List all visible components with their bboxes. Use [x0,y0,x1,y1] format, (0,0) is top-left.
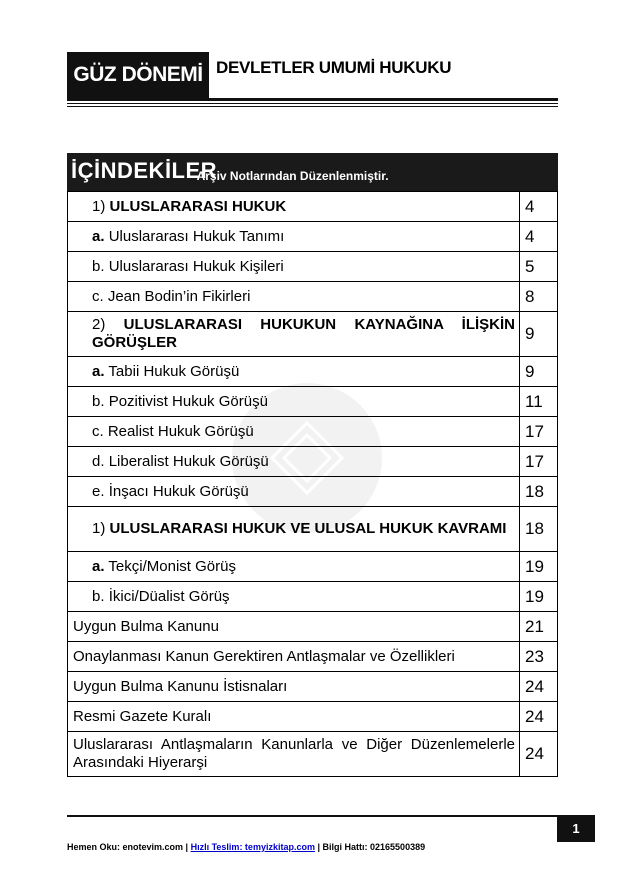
toc-row[interactable] [68,612,558,642]
toc-page: 17 [520,417,558,447]
toc-row[interactable] [68,732,558,777]
toc-heading: İÇİNDEKİLER [71,158,218,183]
toc-row[interactable] [68,252,558,282]
toc-number: e. [92,482,105,500]
toc-number: b. [92,392,105,410]
header-rule [67,103,558,104]
footer-separator: | [317,842,321,852]
toc-page: 9 [520,312,558,357]
toc-label: Onaylanması Kanun Gerektiren Antlaşmalar ve Özellikleri [68,642,520,672]
toc-number: c. [92,422,104,440]
toc-label: Pozitivist Hukuk Görüşü [108,392,268,410]
footer-separator: | [185,842,189,852]
header-rule [67,106,558,107]
toc-table [67,191,558,777]
table-of-contents [67,153,558,777]
toc-row[interactable] [68,552,558,582]
toc-label: İkici/Düalist Görüş [108,587,230,605]
toc-page: 5 [520,252,558,282]
toc-label: Uygun Bulma Kanunu [68,612,520,642]
toc-page: 4 [520,222,558,252]
toc-number: 1) [92,520,106,537]
toc-row[interactable] [68,222,558,252]
toc-label: Uluslararası Hukuk Kişileri [108,257,284,275]
course-title: DEVLETLER UMUMİ HUKUKU [216,58,452,77]
toc-label: Uygun Bulma Kanunu İstisnaları [68,672,520,702]
toc-row[interactable] [68,642,558,672]
toc-label: Liberalist Hukuk Görüşü [108,452,269,470]
toc-number: a. [92,557,105,575]
toc-label: Realist Hukuk Görüşü [107,422,254,440]
toc-row[interactable] [68,357,558,387]
toc-row[interactable] [68,477,558,507]
toc-header [67,153,558,191]
toc-subheading: – Arşiv Notlarından Düzenlenmiştir. [187,169,389,183]
footer-delivery-link[interactable]: Hızlı Teslim: temyizkitap.com [190,842,315,852]
toc-label: ULUSLARARASI HUKUK [109,197,287,215]
toc-row[interactable] [68,447,558,477]
toc-number: d. [92,452,105,470]
toc-row[interactable] [68,387,558,417]
toc-number: c. [92,287,104,305]
toc-page: 4 [520,192,558,222]
toc-row[interactable] [68,417,558,447]
toc-page: 18 [520,507,558,552]
toc-label: Resmi Gazete Kuralı [68,702,520,732]
footer-hotline: Bilgi Hattı: 02165500389 [322,842,426,852]
toc-number: b. [92,257,105,275]
toc-page: 23 [520,642,558,672]
toc-number: b. [92,587,105,605]
toc-label: Uluslararası Hukuk Tanımı [108,227,285,245]
footer [67,842,425,852]
toc-label: ULUSLARARASI HUKUK VE ULUSAL HUKUK KAVRAMI [109,520,507,537]
semester-badge: GÜZ DÖNEMİ [67,52,209,98]
toc-label: Tekçi/Monist Görüş [108,557,236,575]
header-rule [67,98,558,101]
toc-row[interactable] [68,312,558,357]
toc-page: 8 [520,282,558,312]
toc-page: 19 [520,552,558,582]
footer-rule [67,815,558,817]
toc-page: 24 [520,672,558,702]
toc-label: Jean Bodin’in Fikirleri [107,287,251,305]
page-number: 1 [557,815,595,842]
toc-label: Tabii Hukuk Görüşü [108,362,240,380]
toc-page: 24 [520,732,558,777]
toc-page: 11 [520,387,558,417]
toc-label: İnşacı Hukuk Görüşü [108,482,249,500]
toc-number: 2) [92,316,106,333]
footer-read-link: Hemen Oku: enotevim.com [67,842,184,852]
toc-row[interactable] [68,192,558,222]
toc-label: Uluslararası Antlaşmaların Kanunlarla ve Diğer Düzenlemelerle Arasındaki Hiyerarşi [68,732,520,777]
toc-row[interactable] [68,507,558,552]
toc-page: 18 [520,477,558,507]
toc-row[interactable] [68,282,558,312]
toc-page: 17 [520,447,558,477]
toc-row[interactable] [68,702,558,732]
toc-number: a. [92,362,105,380]
toc-number: a. [92,227,105,245]
toc-label: ULUSLARARASI HUKUKUN KAYNAĞINA İLİŞKİN GÖRÜŞLER [92,316,515,351]
toc-page: 19 [520,582,558,612]
toc-number: 1) [92,197,106,215]
toc-page: 24 [520,702,558,732]
toc-row[interactable] [68,672,558,702]
toc-row[interactable] [68,582,558,612]
toc-page: 21 [520,612,558,642]
toc-page: 9 [520,357,558,387]
